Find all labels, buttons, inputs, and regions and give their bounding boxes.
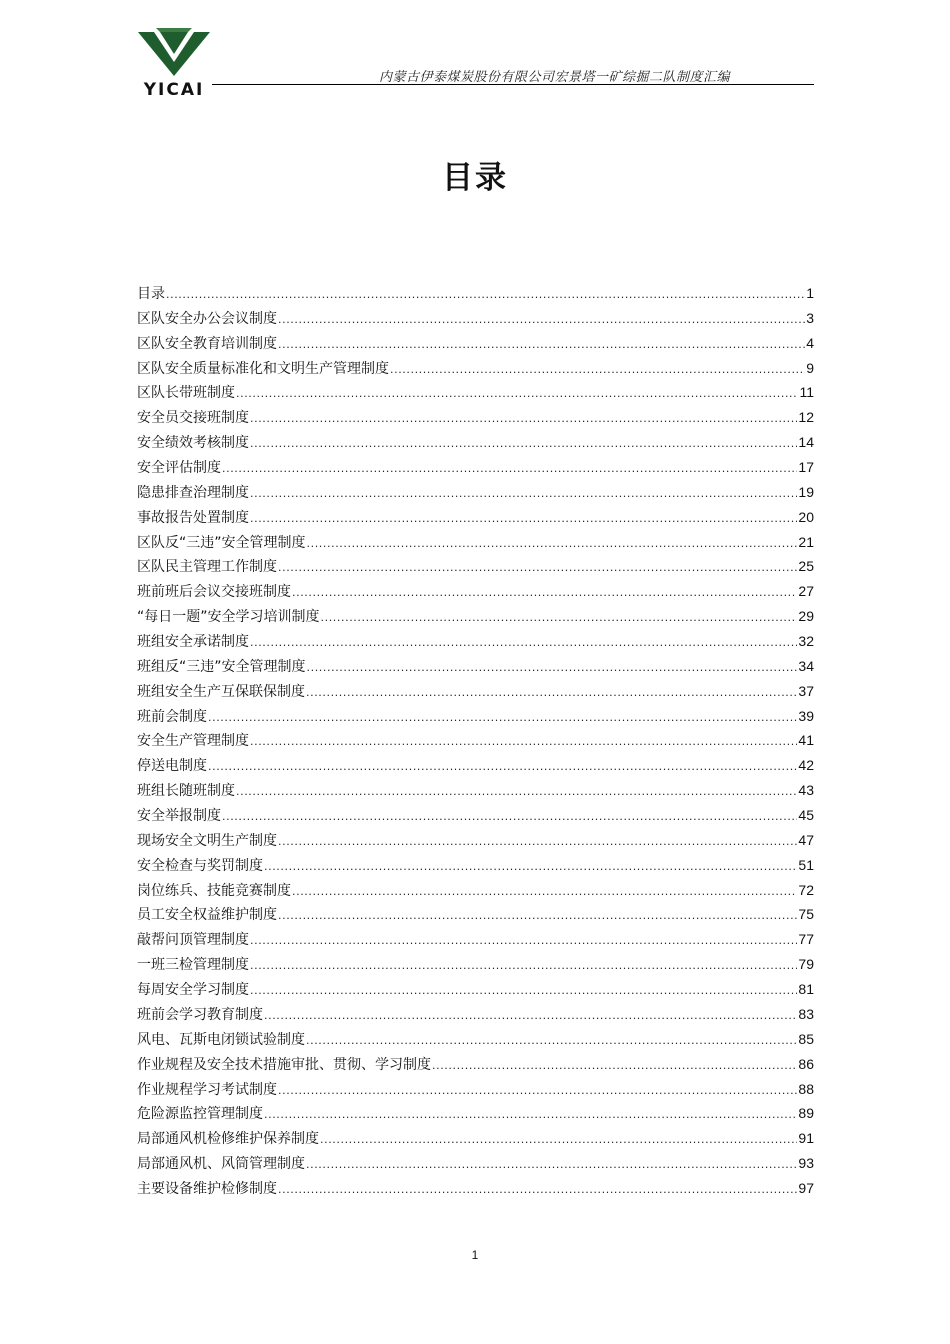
toc-entry[interactable] <box>137 654 814 679</box>
toc-entry-page-number[interactable]: 97 <box>798 1179 814 1196</box>
toc-entry-title[interactable]: 班前班后会议交接班制度 <box>137 584 291 601</box>
toc-entry-title[interactable]: 作业规程学习考试制度 <box>137 1081 277 1098</box>
toc-entry[interactable] <box>137 405 814 430</box>
toc-entry[interactable] <box>137 1052 814 1077</box>
toc-entry-title[interactable]: 隐患排查治理制度 <box>137 484 249 501</box>
toc-entry[interactable] <box>137 480 814 505</box>
toc-dot-leader <box>250 954 797 979</box>
toc-entry[interactable] <box>137 356 814 381</box>
toc-entry-page-number[interactable]: 25 <box>798 558 814 575</box>
toc-entry[interactable] <box>137 380 814 405</box>
toc-entry[interactable] <box>137 430 814 455</box>
toc-entry-title[interactable]: 停送电制度 <box>137 758 207 775</box>
toc-entry[interactable] <box>137 753 814 778</box>
toc-dot-leader <box>250 432 797 457</box>
toc-entry-page-number[interactable]: 77 <box>798 931 814 948</box>
toc-entry[interactable] <box>137 281 814 306</box>
toc-entry-title[interactable]: 作业规程及安全技术措施审批、贯彻、学习制度 <box>137 1056 431 1073</box>
toc-entry-page-number[interactable]: 4 <box>806 334 814 351</box>
toc-dot-leader <box>236 382 798 407</box>
toc-entry-page-number[interactable]: 20 <box>798 508 814 525</box>
toc-dot-leader <box>236 780 797 805</box>
toc-dot-leader <box>278 308 805 333</box>
toc-entry-page-number[interactable]: 88 <box>798 1080 814 1097</box>
toc-dot-leader <box>292 581 797 606</box>
toc-entry[interactable] <box>137 878 814 903</box>
logo-lettering: YICAI <box>143 80 205 98</box>
toc-entry-page-number[interactable]: 29 <box>798 608 814 625</box>
toc-entry-title[interactable]: 敲帮问顶管理制度 <box>137 932 249 949</box>
toc-entry[interactable] <box>137 554 814 579</box>
toc-entry[interactable] <box>137 728 814 753</box>
toc-entry-title[interactable]: 危险源监控管理制度 <box>137 1106 263 1123</box>
toc-entry[interactable] <box>137 778 814 803</box>
toc-entry-title[interactable]: “每日一题”安全学习培训制度 <box>137 609 320 626</box>
page-title: 目录 <box>442 160 508 196</box>
toc-entry-title[interactable]: 一班三检管理制度 <box>137 957 249 974</box>
toc-entry-page-number[interactable]: 91 <box>798 1130 814 1147</box>
toc-entry-page-number[interactable]: 32 <box>798 633 814 650</box>
yicai-logo-icon <box>136 26 212 98</box>
toc-entry-title[interactable]: 班前会制度 <box>137 708 207 725</box>
toc-entry-page-number[interactable]: 93 <box>798 1155 814 1172</box>
toc-dot-leader <box>278 556 797 581</box>
toc-entry-page-number[interactable]: 81 <box>798 981 814 998</box>
toc-dot-leader <box>307 532 798 557</box>
toc-dot-leader <box>278 904 797 929</box>
toc-dot-leader <box>306 681 797 706</box>
toc-entry-title[interactable]: 安全评估制度 <box>137 460 221 477</box>
toc-entry-title[interactable]: 局部通风机检修维护保养制度 <box>137 1131 319 1148</box>
toc-entry-page-number[interactable]: 42 <box>798 757 814 774</box>
toc-dot-leader <box>320 1128 797 1153</box>
toc-dot-leader <box>222 457 797 482</box>
toc-entry-page-number[interactable]: 14 <box>798 434 814 451</box>
toc-dot-leader <box>208 706 797 731</box>
document-header: 内蒙古伊泰煤炭股份有限公司宏景塔一矿综掘二队制度汇编 <box>378 70 730 85</box>
table-of-contents <box>137 281 814 1201</box>
toc-entry-title[interactable]: 目录 <box>137 286 165 302</box>
toc-entry-page-number[interactable]: 27 <box>798 583 814 600</box>
toc-dot-leader <box>390 358 805 383</box>
toc-dot-leader <box>321 606 798 631</box>
toc-entry-title[interactable]: 区队安全质量标准化和文明生产管理制度 <box>137 360 389 377</box>
toc-entry[interactable] <box>137 1101 814 1126</box>
toc-entry-title[interactable]: 安全员交接班制度 <box>137 410 249 427</box>
toc-entry-title[interactable]: 安全绩效考核制度 <box>137 435 249 452</box>
toc-dot-leader <box>250 730 797 755</box>
toc-entry[interactable] <box>137 1176 814 1201</box>
page-number: 1 <box>471 1248 479 1262</box>
toc-entry-page-number[interactable]: 17 <box>798 459 814 476</box>
toc-entry-page-number[interactable]: 43 <box>798 782 814 799</box>
toc-dot-leader <box>432 1054 797 1079</box>
toc-entry[interactable] <box>137 828 814 853</box>
toc-dot-leader <box>307 656 798 681</box>
toc-dot-leader <box>166 283 805 308</box>
toc-dot-leader <box>250 979 797 1004</box>
toc-dot-leader <box>264 1004 797 1029</box>
toc-entry-title[interactable]: 安全举报制度 <box>137 808 221 825</box>
toc-dot-leader <box>250 482 797 507</box>
toc-entry[interactable] <box>137 1002 814 1027</box>
toc-entry-page-number[interactable]: 85 <box>798 1030 814 1047</box>
toc-entry-title[interactable]: 区队反“三违”安全管理制度 <box>137 534 306 551</box>
toc-dot-leader <box>278 333 805 358</box>
toc-entry[interactable] <box>137 952 814 977</box>
toc-entry-page-number[interactable]: 9 <box>806 359 814 376</box>
toc-entry-title[interactable]: 安全检查与奖罚制度 <box>137 857 263 874</box>
toc-dot-leader <box>250 507 797 532</box>
toc-dot-leader <box>278 830 797 855</box>
toc-entry[interactable] <box>137 579 814 604</box>
toc-dot-leader <box>278 1079 797 1104</box>
toc-entry-page-number[interactable]: 83 <box>798 1005 814 1022</box>
toc-entry[interactable] <box>137 977 814 1002</box>
toc-entry[interactable] <box>137 306 814 331</box>
toc-entry-page-number[interactable]: 21 <box>798 533 814 550</box>
toc-entry-title[interactable]: 班组安全生产互保联保制度 <box>137 683 305 700</box>
toc-entry[interactable] <box>137 331 814 356</box>
toc-dot-leader <box>250 929 797 954</box>
yicai-logo <box>136 26 212 98</box>
toc-entry-page-number[interactable]: 75 <box>798 906 814 923</box>
toc-dot-leader <box>208 755 797 780</box>
toc-entry[interactable] <box>137 1151 814 1176</box>
toc-entry[interactable] <box>137 1126 814 1151</box>
toc-entry-page-number[interactable]: 1 <box>806 285 814 301</box>
toc-dot-leader <box>278 1178 797 1203</box>
toc-entry-page-number[interactable]: 41 <box>798 732 814 749</box>
toc-entry-title[interactable]: 员工安全权益维护制度 <box>137 907 277 924</box>
toc-entry-page-number[interactable]: 72 <box>798 881 814 898</box>
toc-entry-page-number[interactable]: 89 <box>798 1105 814 1122</box>
toc-dot-leader <box>264 855 797 880</box>
toc-entry[interactable] <box>137 803 814 828</box>
toc-entry-title[interactable]: 主要设备维护检修制度 <box>137 1180 277 1197</box>
toc-entry-title[interactable]: 班组安全承诺制度 <box>137 634 249 651</box>
toc-entry-page-number[interactable]: 37 <box>798 682 814 699</box>
toc-entry-title[interactable]: 岗位练兵、技能竞赛制度 <box>137 882 291 899</box>
toc-entry[interactable] <box>137 604 814 629</box>
header-divider <box>212 84 814 85</box>
toc-entry-title[interactable]: 风电、瓦斯电闭锁试验制度 <box>137 1031 305 1048</box>
toc-entry[interactable] <box>137 530 814 555</box>
toc-entry[interactable] <box>137 455 814 480</box>
toc-dot-leader <box>306 1153 797 1178</box>
toc-entry-title[interactable]: 事故报告处置制度 <box>137 509 249 526</box>
toc-dot-leader <box>292 880 797 905</box>
toc-dot-leader <box>250 631 797 656</box>
toc-entry-title[interactable]: 班组反“三违”安全管理制度 <box>137 658 306 675</box>
toc-entry[interactable] <box>137 927 814 952</box>
toc-entry[interactable] <box>137 1077 814 1102</box>
toc-entry-page-number[interactable]: 39 <box>798 707 814 724</box>
toc-entry-title[interactable]: 每周安全学习制度 <box>137 982 249 999</box>
toc-entry-page-number[interactable]: 12 <box>798 409 814 426</box>
toc-entry-page-number[interactable]: 34 <box>798 657 814 674</box>
toc-entry-title[interactable]: 班前会学习教育制度 <box>137 1006 263 1023</box>
toc-entry-title[interactable]: 局部通风机、风筒管理制度 <box>137 1156 305 1173</box>
toc-entry-page-number[interactable]: 51 <box>798 856 814 873</box>
toc-dot-leader <box>264 1103 797 1128</box>
toc-entry-title[interactable]: 班组长随班制度 <box>137 783 235 800</box>
toc-entry-title[interactable]: 区队安全办公会议制度 <box>137 310 277 327</box>
toc-entry-page-number[interactable]: 45 <box>798 807 814 824</box>
toc-entry[interactable] <box>137 704 814 729</box>
toc-entry-page-number[interactable]: 79 <box>798 956 814 973</box>
toc-entry[interactable] <box>137 853 814 878</box>
toc-entry[interactable] <box>137 505 814 530</box>
toc-entry-page-number[interactable]: 3 <box>806 309 814 326</box>
toc-entry-title[interactable]: 安全生产管理制度 <box>137 733 249 750</box>
toc-dot-leader <box>306 1029 797 1054</box>
toc-dot-leader <box>222 805 797 830</box>
toc-dot-leader <box>250 407 797 432</box>
toc-entry-title[interactable]: 区队安全教育培训制度 <box>137 335 277 352</box>
toc-entry[interactable] <box>137 679 814 704</box>
toc-entry-page-number[interactable]: 86 <box>798 1055 814 1072</box>
toc-entry-title[interactable]: 区队长带班制度 <box>137 385 235 402</box>
toc-entry-page-number[interactable]: 47 <box>798 831 814 848</box>
toc-entry-title[interactable]: 区队民主管理工作制度 <box>137 559 277 576</box>
toc-entry-title[interactable]: 现场安全文明生产制度 <box>137 832 277 849</box>
toc-entry-page-number[interactable]: 19 <box>798 483 814 500</box>
toc-entry[interactable] <box>137 902 814 927</box>
toc-entry[interactable] <box>137 629 814 654</box>
toc-entry[interactable] <box>137 1027 814 1052</box>
toc-entry-page-number[interactable]: 11 <box>799 384 814 401</box>
